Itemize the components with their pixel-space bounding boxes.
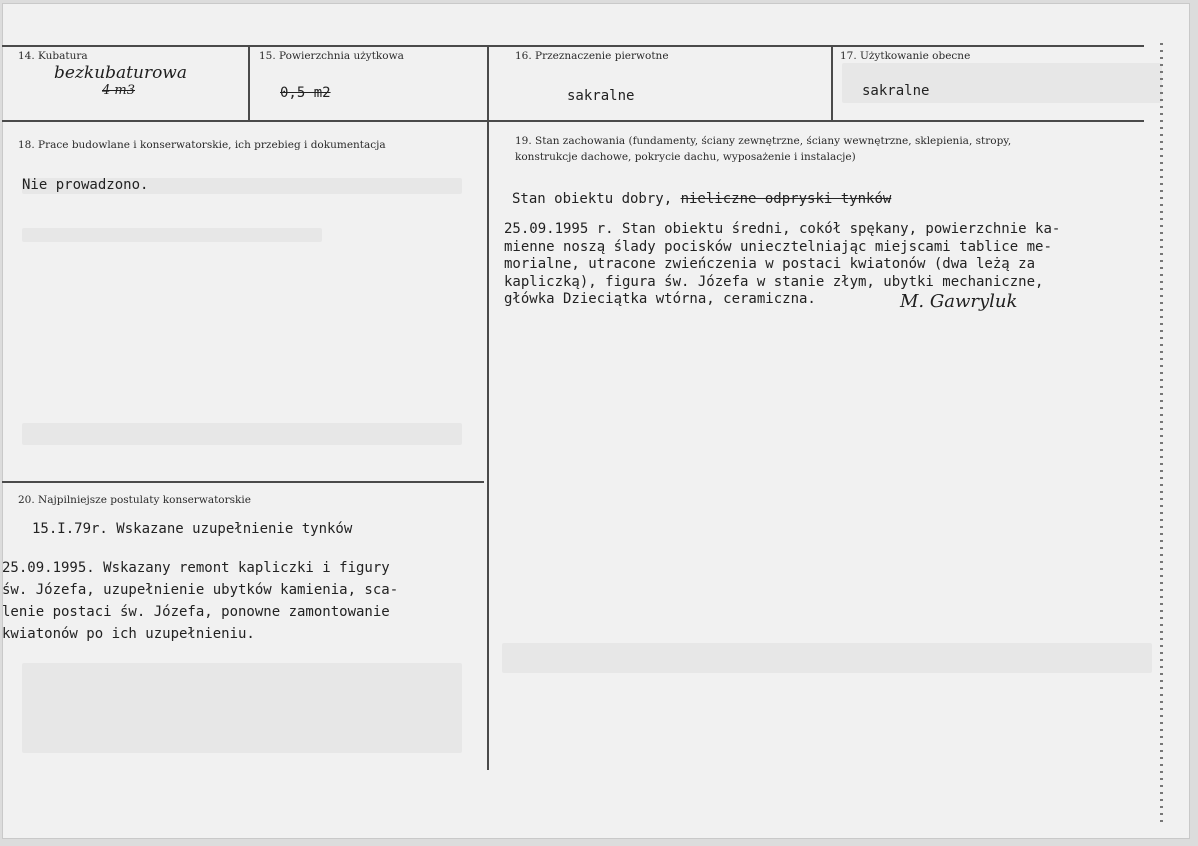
- field-20-line: kwiatonów po ich uzupełnieniu.: [2, 626, 255, 642]
- field-14-handwritten: bezkubaturowa: [54, 63, 187, 83]
- field-19-label-line1: 19. Stan zachowania (fundamenty, ściany zewnętrzne, ściany wewnętrzne, sklepienia, stropy,: [515, 135, 1012, 147]
- field-19-label-line2: konstrukcje dachowe, pokrycie dachu, wyposażenie i instalacje): [515, 151, 856, 163]
- field-19-first-struck: nieliczne odpryski tynków: [680, 191, 892, 207]
- field-20-label: 20. Najpilniejsze postulaty konserwatorskie: [18, 494, 251, 506]
- field-20-line: św. Józefa, uzupełnienie ubytków kamienia, sca-: [2, 582, 399, 598]
- col-divider-main: [487, 45, 489, 770]
- field-19-line: 25.09.1995 r. Stan obiektu średni, cokół spękany, powierzchnie ka-: [504, 221, 1061, 237]
- field-20-line: 25.09.1995. Wskazany remont kapliczki i figury: [2, 560, 390, 576]
- field-14-label: 14. Kubatura: [18, 50, 88, 62]
- field-19-line: mienne noszą ślady pocisków uniecztelniając miejscami tablice me-: [504, 238, 1052, 255]
- scan-ghosting: [502, 643, 1152, 673]
- field-16-label: 16. Przeznaczenie pierwotne: [515, 50, 669, 62]
- field-19-signature: M. Gawryluk: [900, 291, 1018, 312]
- field-14-struck-value: 4 m3: [102, 83, 136, 98]
- field-19-line: główka Dzieciątka wtórna, ceramiczna.: [504, 291, 816, 307]
- row-divider-1: [2, 120, 1144, 122]
- form-sheet: [2, 3, 1190, 839]
- scan-edge-marks: [1160, 43, 1163, 823]
- field-15-label: 15. Powierzchnia użytkowa: [259, 50, 404, 62]
- field-19-first-plain: Stan obiektu dobry,: [512, 191, 681, 207]
- col-divider-14-15: [248, 45, 250, 121]
- field-19-first-entry: [512, 191, 891, 208]
- field-15-struck-value: 0,5 m2: [280, 85, 331, 101]
- field-20-line: lenie postaci św. Józefa, ponowne zamontowanie: [2, 604, 390, 620]
- field-16-value: sakralne: [567, 88, 635, 104]
- field-17-label: 17. Użytkowanie obecne: [840, 50, 971, 62]
- field-18-label: 18. Prace budowlane i konserwatorskie, ich przebieg i dokumentacja: [18, 139, 386, 151]
- field-20-first-line: 15.I.79r. Wskazane uzupełnienie tynków: [32, 521, 353, 537]
- field-18-value: Nie prowadzono.: [22, 177, 149, 193]
- field-19-line: kapliczką), figura św. Józefa w stanie złym, ubytki mechaniczne,: [504, 273, 1044, 290]
- field-20-second-entry: [2, 557, 398, 645]
- field-19-line: morialne, utracone zwieńczenia w postaci kwiatonów (dwa leżą za: [504, 256, 1036, 272]
- field-17-value: sakralne: [862, 83, 930, 99]
- col-divider-16-17: [831, 45, 833, 121]
- scan-ghosting: [22, 423, 462, 445]
- scan-ghosting: [22, 228, 322, 242]
- top-border: [2, 45, 1144, 47]
- row-divider-2: [2, 481, 484, 483]
- scan-ghosting: [22, 663, 462, 753]
